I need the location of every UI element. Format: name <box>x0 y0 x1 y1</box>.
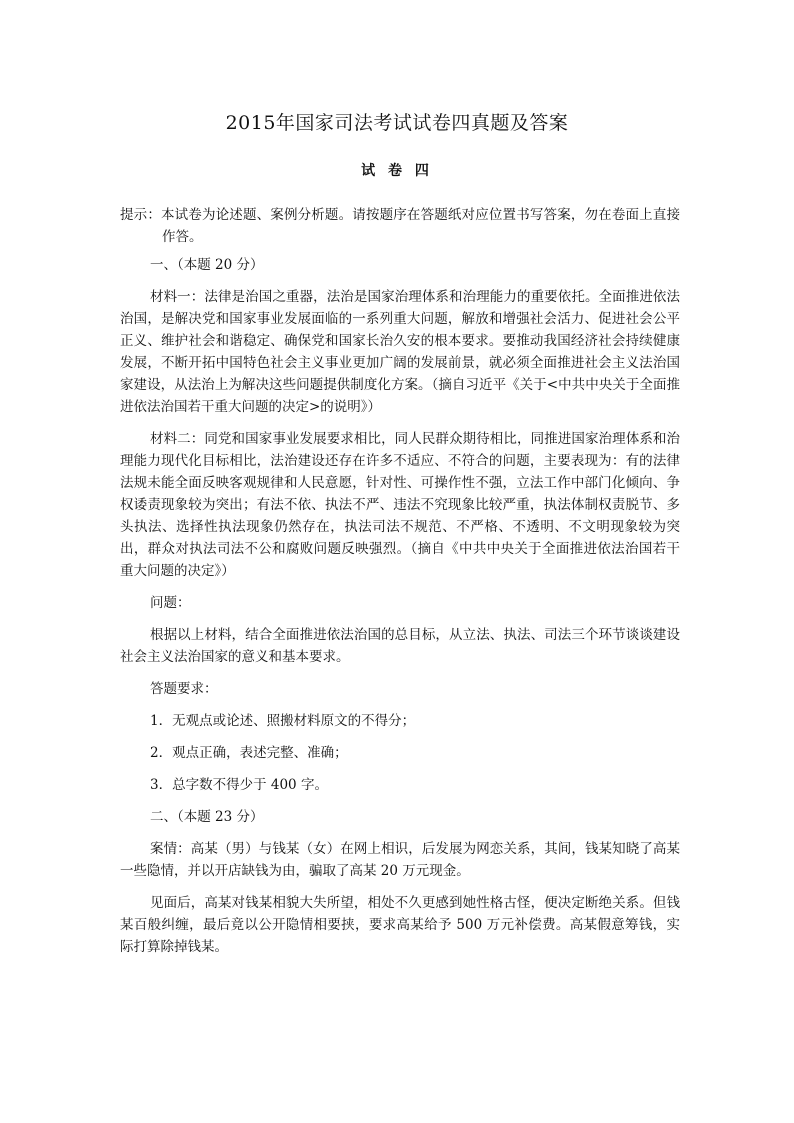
requirement-item-3: 3．总字数不得少于 400 字。 <box>150 777 328 793</box>
document-subtitle: 试 卷 四 <box>361 163 433 179</box>
question-2-heading: 二、（本题 23 分） <box>150 809 264 825</box>
case-paragraph-2: 见面后，高某对钱某相貌大失所望，相处不久更感到她性格古怪，便决定断绝关系。但钱某百般纠缠，最后竟以公开隐情相要挟，要求高某给予 500 万元补偿费。高某假意筹钱，实际打算除掉钱某。 <box>120 895 680 955</box>
question-label: 问题： <box>150 595 191 611</box>
question-paragraph: 根据以上材料，结合全面推进依法治国的总目标，从立法、执法、司法三个环节谈谈建设社会主义法治国家的意义和基本要求。 <box>120 627 680 665</box>
document-title: 2015年国家司法考试试卷四真题及答案 <box>225 112 569 134</box>
requirement-item-1: 1．无观点或论述、照搬材料原文的不得分； <box>150 713 416 729</box>
material-2-paragraph: 材料二：同党和国家事业发展要求相比，同人民群众期待相比，同推进国家治理体系和治理能力现代化目标相比，法治建设还存在许多不适应、不符合的问题，主要表现为：有的法律法规未能全面反映客观规律和人民意愿，针对性、可操作性不强，立法工作中部门化倾向、争权诿责现象较为突出；有法不依、执法不严、违法不究现象比较严重，执法体制权责脱节、多头执法、选择性执法现象仍然存在，执法司法不规范、不严格、不透明、不文明现象较为突出，群众对执法司法不公和腐败问题反映强烈。（摘自《中共中央关于全面推进依法治国若干重大问题的决定》） <box>120 431 680 579</box>
question-1-heading: 一、（本题 20 分） <box>150 257 264 273</box>
material-1-paragraph: 材料一：法律是治国之重器，法治是国家治理体系和治理能力的重要依托。全面推进依法治国，是解决党和国家事业发展面临的一系列重大问题，解放和增强社会活力、促进社会公平正义、维护社会和谐稳定、确保党和国家长治久安的根本要求。要推动我国经济社会持续健康发展，不断开拓中国特色社会主义事业更加广阔的发展前景，就必须全面推进社会主义法治国家建设，从法治上为解决这些问题提供制度化方案。（摘自习近平《关于<中共中央关于全面推进依法治国若干重大问题的决定>的说明》） <box>120 289 680 415</box>
requirements-label: 答题要求： <box>150 681 218 697</box>
document-body <box>120 204 680 958</box>
case-paragraph-1: 案情：高某（男）与钱某（女）在网上相识，后发展为网恋关系，其间，钱某知晓了高某一些隐情，并以开店缺钱为由，骗取了高某 20 万元现金。 <box>120 841 680 879</box>
requirement-item-2: 2．观点正确，表述完整、准确； <box>150 745 348 761</box>
hint-paragraph: 提示：本试卷为论述题、案例分析题。请按题序在答题纸对应位置书写答案，勿在卷面上直接作答。 <box>120 207 680 245</box>
